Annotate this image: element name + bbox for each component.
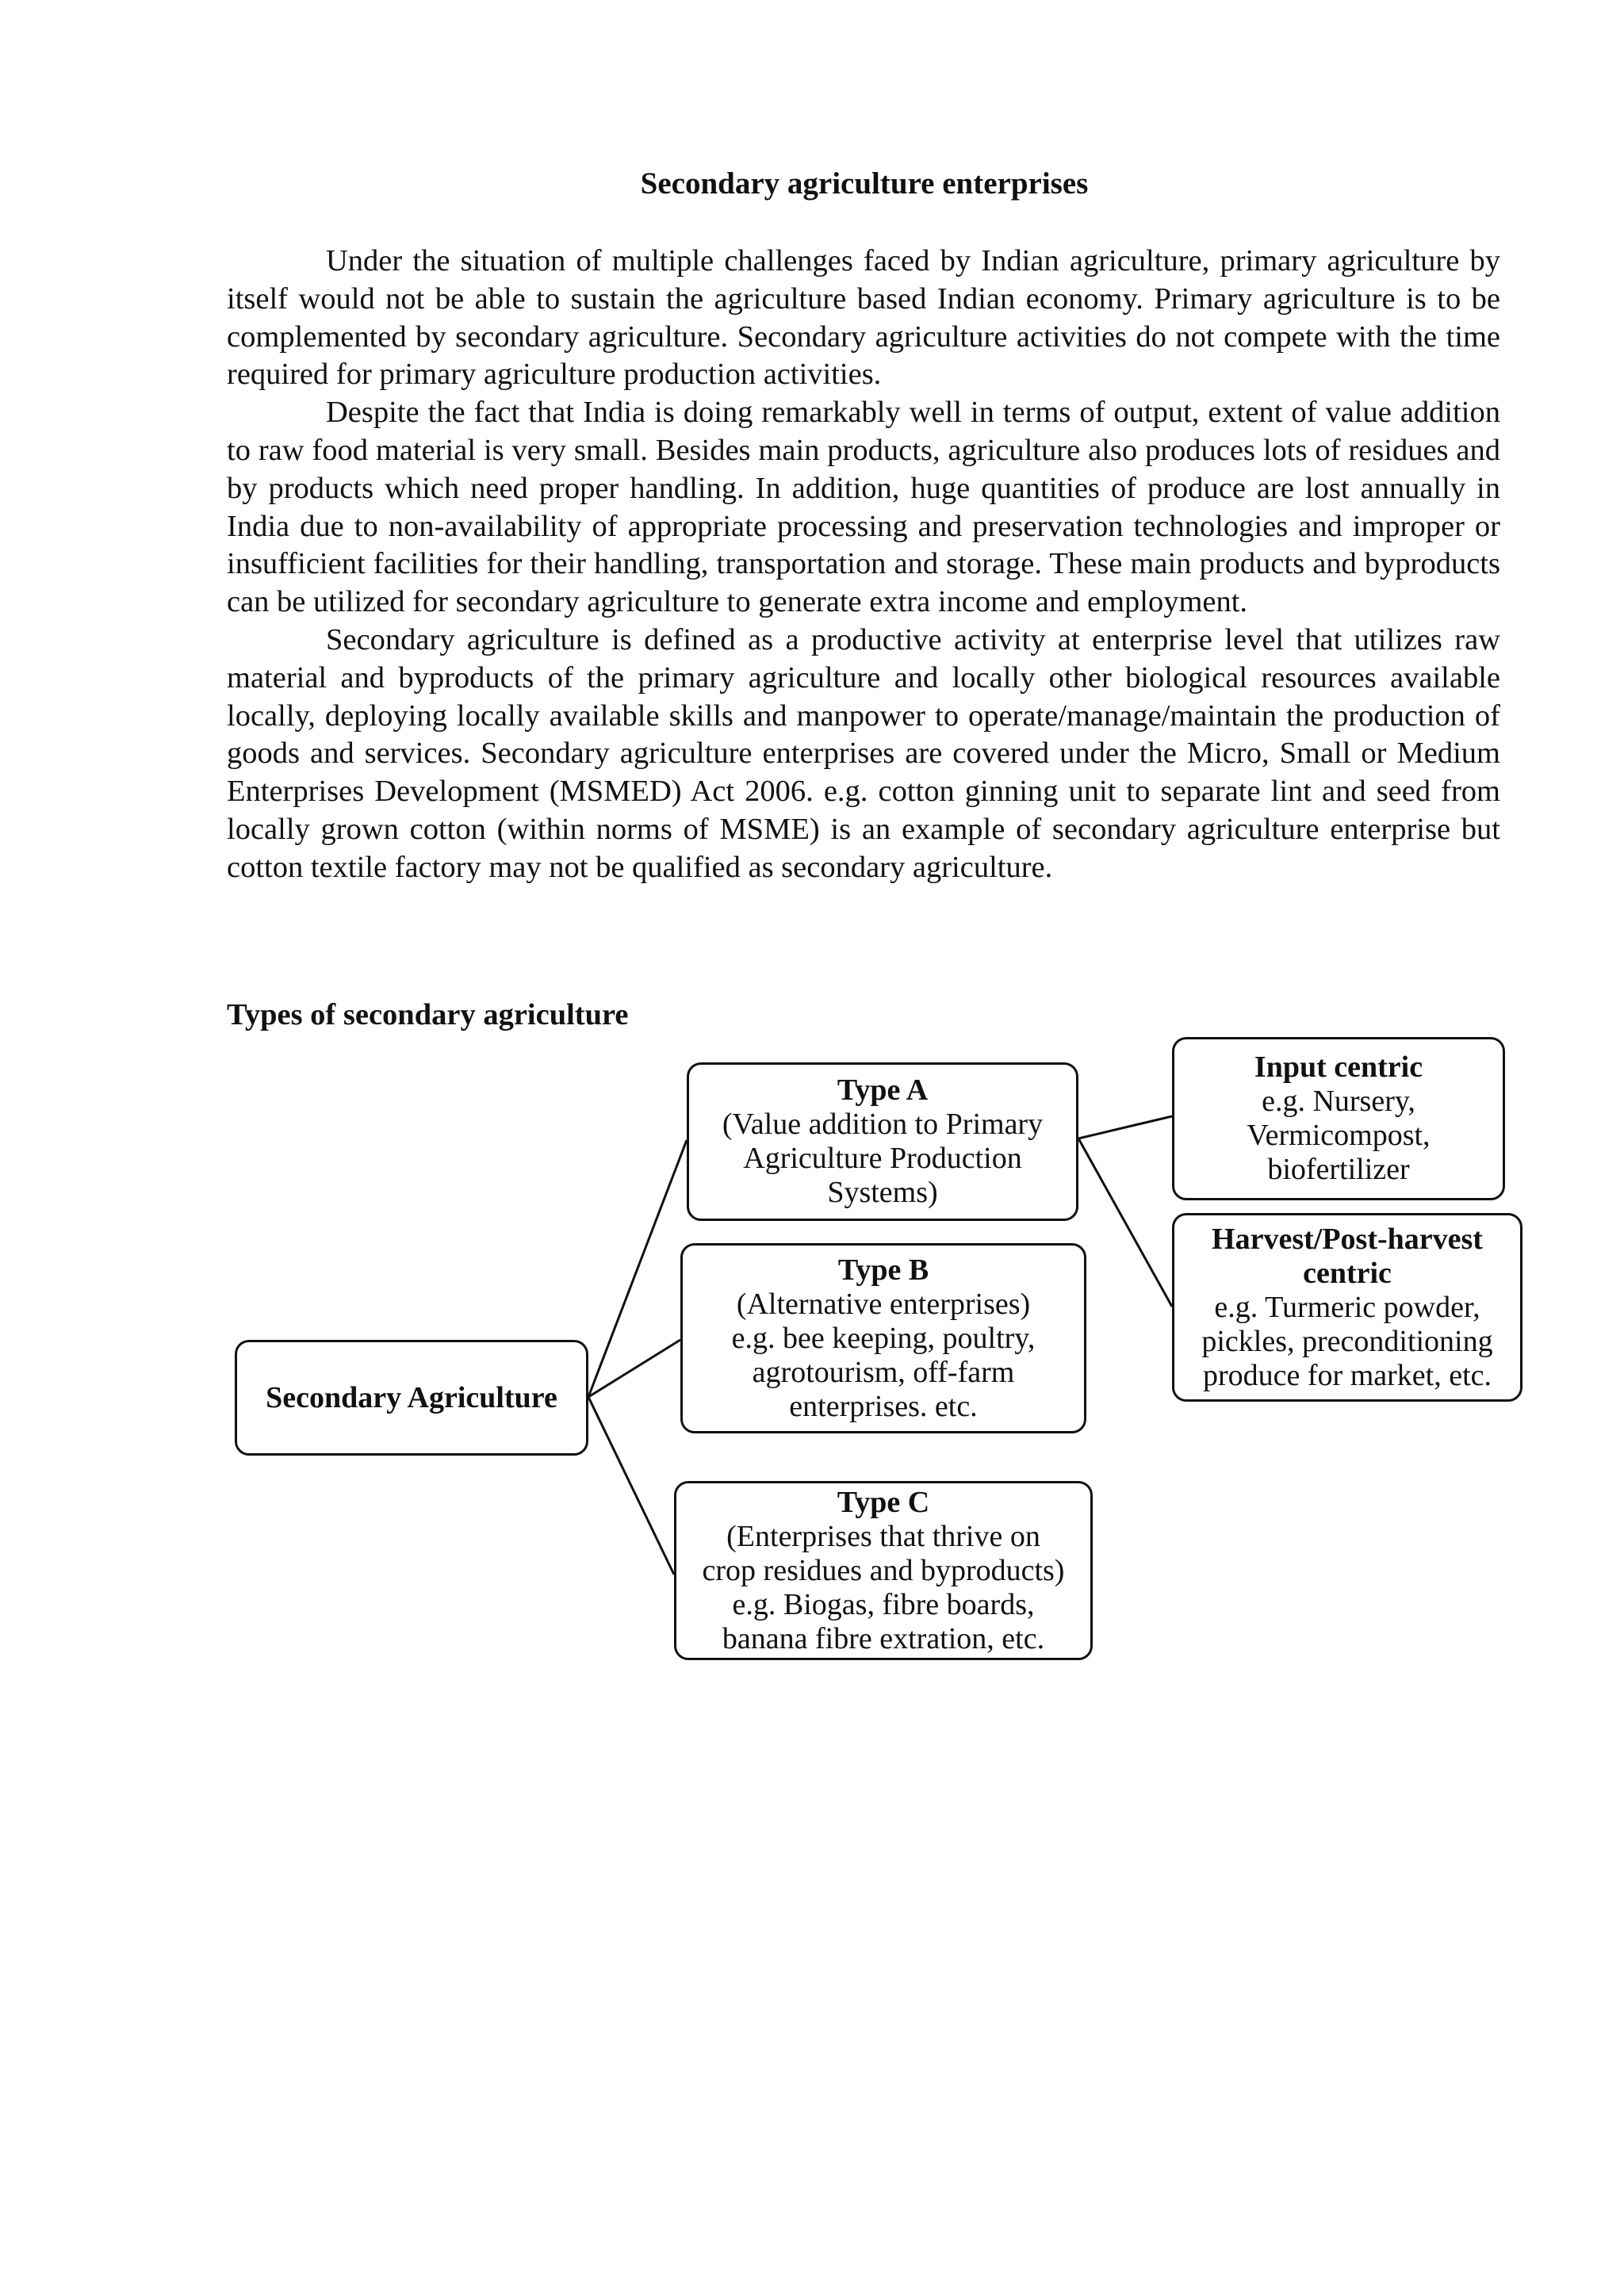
box-line: (Value addition to Primary [722, 1108, 1044, 1141]
document-title: Secondary agriculture enterprises [640, 166, 1089, 201]
box-line: e.g. Turmeric powder, [1214, 1290, 1480, 1324]
box-line: Agriculture Production [743, 1142, 1022, 1175]
paragraph: Under the situation of multiple challenges faced by Indian agriculture, primary agriculture by itself would not be able to sustain the agriculture based Indian economy. Primary agriculture is to be complemented by secondary agriculture. Secondary agriculture activities do not compete with the time required for primary agriculture production activities. [227, 244, 1500, 392]
box-line: (Enterprises that thrive on [726, 1519, 1040, 1553]
box-title: centric [1303, 1256, 1392, 1290]
type-c-box [674, 1481, 1093, 1660]
connector-type-a-harvest [1078, 1138, 1172, 1307]
box-line: banana fibre extration, etc. [722, 1621, 1045, 1655]
box-line: produce for market, etc. [1203, 1358, 1492, 1392]
type-b-box [680, 1243, 1086, 1433]
type-a-box [687, 1062, 1078, 1221]
box-line: Vermicompost, [1247, 1119, 1431, 1152]
box-title: Type A [837, 1073, 929, 1107]
body-text [227, 243, 1500, 887]
connector-root-type-a [588, 1140, 687, 1397]
connector-type-a-input [1078, 1116, 1172, 1138]
harvest-centric-box [1172, 1213, 1522, 1402]
connector-root-type-c [588, 1397, 674, 1575]
box-line: (Alternative enterprises) [736, 1287, 1031, 1321]
box-line: pickles, preconditioning [1201, 1324, 1493, 1358]
input-centric-box [1172, 1037, 1505, 1200]
box-title: Type B [837, 1253, 929, 1287]
box-title: Input centric [1254, 1050, 1423, 1084]
paragraph: Secondary agriculture is defined as a productive activity at enterprise level that utilizes raw material and byproducts of the primary agriculture and locally other biological resources available locally, deploying locally available skills and manpower to operate/manage/maintain the production of goods and services. Secondary agriculture enterprises are covered under the Micro, Small or Medium Enterprises Development (MSMED) Act 2006. e.g. cotton ginning unit to separate lint and seed from locally grown cotton (within norms of MSME) is an example of secondary agriculture enterprise but cotton textile factory may not be qualified as secondary agriculture. [227, 622, 1500, 884]
box-title: Harvest/Post-harvest [1212, 1222, 1483, 1256]
box-line: agrotourism, off-farm [752, 1355, 1015, 1389]
box-line: enterprises. etc. [789, 1389, 978, 1423]
box-line: Systems) [827, 1176, 938, 1209]
box-line: e.g. Nursery, [1262, 1085, 1415, 1118]
box-line: biofertilizer [1267, 1153, 1410, 1186]
box-line: e.g. Biogas, fibre boards, [732, 1587, 1035, 1621]
box-title: Type C [837, 1485, 930, 1519]
box-line: e.g. bee keeping, poultry, [731, 1321, 1036, 1355]
box-line: crop residues and byproducts) [702, 1553, 1065, 1587]
paragraph: Despite the fact that India is doing remarkably well in terms of output, extent of value addition to raw food material is very small. Besides main products, agriculture also produces lots of residues and by products which need proper handling. In addition, huge quantities of produce are lost annually in India due to non-availability of appropriate processing and preservation technologies and improper or insufficient facilities for their handling, transportation and storage. These main products and byproducts can be utilized for secondary agriculture to generate extra income and employment. [227, 396, 1500, 619]
box-title: Secondary Agriculture [266, 1380, 557, 1414]
section-heading: Types of secondary agriculture [227, 998, 629, 1031]
connector-root-type-b [588, 1340, 680, 1397]
secondary-agriculture-box [235, 1340, 588, 1456]
